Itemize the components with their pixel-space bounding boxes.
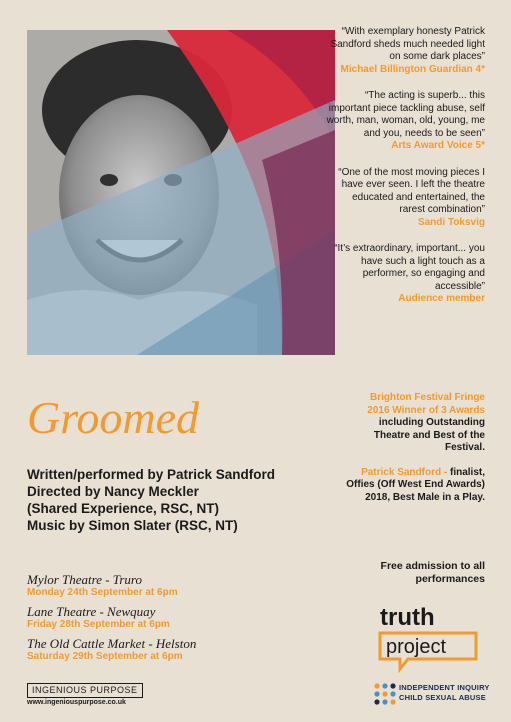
venue-item xyxy=(27,572,327,599)
festival-award xyxy=(345,392,485,455)
offies-award xyxy=(345,467,485,505)
quote-text: “The acting is superb... this important piece tackling abuse, self worth, man, woman, old, young, me and you, needs to be seen” xyxy=(326,90,485,139)
review-quotes xyxy=(325,26,485,320)
quote-text: “With exemplary honesty Patrick Sandford sheds much needed light on some dark places” xyxy=(330,26,485,62)
inquiry-logo xyxy=(373,680,493,708)
quote-block xyxy=(325,167,485,230)
inquiry-line2: CHILD SEXUAL ABUSE xyxy=(399,693,486,702)
quote-source: Audience member xyxy=(398,293,485,304)
inquiry-text xyxy=(399,683,490,703)
venue-date: Friday 28th September at 6pm xyxy=(27,619,170,630)
venue-name: Lane Theatre - Newquay xyxy=(27,604,156,619)
quote-text: “One of the most moving pieces I have ever seen. I left the theatre educated and entertained, the rarest combination” xyxy=(338,166,485,215)
quote-source: Sandi Toksvig xyxy=(417,216,485,228)
quote-source: Arts Award Voice 5* xyxy=(391,140,485,151)
credit-line: Directed by Nancy Meckler xyxy=(27,484,199,499)
credit-line: (Shared Experience, RSC, NT) xyxy=(27,501,220,516)
quote-block xyxy=(325,243,485,306)
awards xyxy=(345,392,485,516)
ingenious-purpose-logo: INGENIOUS PURPOSE xyxy=(27,683,143,698)
credits xyxy=(27,466,327,534)
venue-name: Mylor Theatre - Truro xyxy=(27,572,142,587)
quote-source: Michael Billington Guardian 4* xyxy=(340,63,485,75)
venue-list xyxy=(27,572,327,668)
inquiry-line1: INDEPENDENT INQUIRY xyxy=(399,683,490,692)
ingenious-purpose-url[interactable]: www.ingeniouspurpose.co.uk xyxy=(27,699,126,706)
venue-item xyxy=(27,636,327,663)
venue-name: The Old Cattle Market - Helston xyxy=(27,636,197,651)
photo-collage xyxy=(27,30,335,355)
truth-project-line1: truth xyxy=(380,604,435,631)
show-title: Groomed xyxy=(27,392,200,443)
festival-award-detail: including Outstanding Theatre and Best of the Festival. xyxy=(373,417,485,453)
truth-project-logo xyxy=(378,603,482,673)
credit-line: Written/performed by Patrick Sandford xyxy=(27,467,276,482)
quote-block xyxy=(325,90,485,153)
hero-photo xyxy=(27,30,335,355)
quote-block xyxy=(325,26,485,76)
venue-item xyxy=(27,604,327,631)
admission-note: Free admission to all performances xyxy=(380,560,485,585)
credit-line: Music by Simon Slater (RSC, NT) xyxy=(27,518,238,533)
festival-award-highlight: Brighton Festival Fringe 2016 Winner of 3 Awards xyxy=(367,392,485,416)
truth-project-line2: project xyxy=(386,636,447,658)
inquiry-dots-icon xyxy=(373,682,397,706)
venue-date: Monday 24th September at 6pm xyxy=(27,587,178,598)
offies-award-detail: finalist, Offies (Off West End Awards) 2018, Best Male in a Play. xyxy=(346,466,485,503)
venue-date: Saturday 29th September at 6pm xyxy=(27,651,183,662)
quote-text: “It’s extraordinary, important... you have such a light touch as a performer, so engaging and accessible” xyxy=(334,243,485,292)
offies-award-highlight: Patrick Sandford - xyxy=(361,466,448,478)
